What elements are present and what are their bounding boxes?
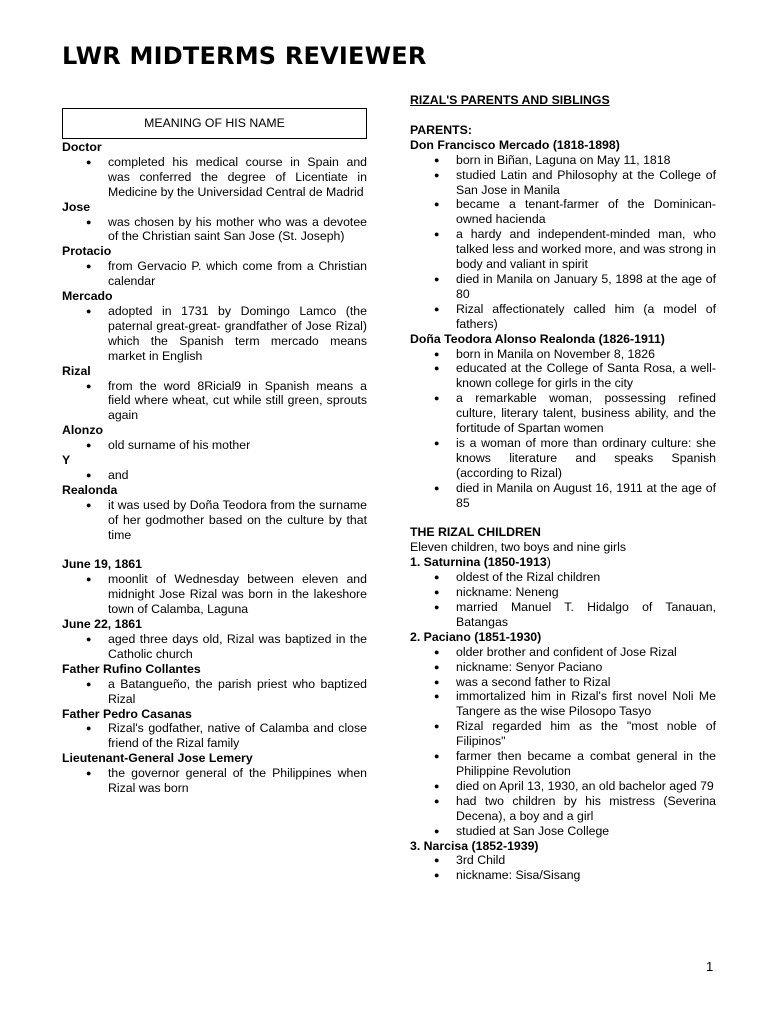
bullet-item: ● oldest of the Rizal children xyxy=(410,570,716,585)
child-term-label: 1. Saturnina (1850-1913 xyxy=(410,555,547,570)
bullet-item: ● a Batangueño, the parish priest who baptized Rizal xyxy=(62,677,367,707)
name-meaning-term-label: Y xyxy=(62,453,71,468)
page-title: LWR MIDTERMS REVIEWER xyxy=(62,42,427,70)
name-meaning-bullets xyxy=(62,215,367,245)
bullet-item: ● educated at the College of Santa Rosa, a well-known college for girls in the city xyxy=(410,361,716,391)
event-term xyxy=(62,707,367,722)
name-meaning-term-label: Jose xyxy=(62,199,91,214)
event-term xyxy=(62,662,367,677)
name-meaning-term xyxy=(62,244,367,259)
name-meaning-term xyxy=(62,483,367,498)
bullet-item: ● married Manuel T. Hidalgo of Tanauan, Batangas xyxy=(410,600,716,630)
children-heading: THE RIZAL CHILDREN xyxy=(410,525,541,540)
bullet-item: ● was a second father to Rizal xyxy=(410,675,716,690)
name-meanings-list xyxy=(62,140,367,542)
bullet-item: ● it was used by Doña Teodora from the surname of her godmother based on the culture by that time xyxy=(62,498,367,543)
child-bullets xyxy=(410,853,716,883)
name-meaning-bullets xyxy=(62,438,367,453)
bullet-item: ● aged three days old, Rizal was baptized in the Catholic church xyxy=(62,632,367,662)
event-term xyxy=(62,617,367,632)
bullet-item: ● Rizal regarded him as the "most noble of Filipinos" xyxy=(410,719,716,749)
name-meaning-term xyxy=(62,140,367,155)
name-meaning-term-label: Mercado xyxy=(62,289,113,304)
bullet-item: ● became a tenant-farmer of the Dominican-owned hacienda xyxy=(410,197,716,227)
bullet-item: ● a hardy and independent-minded man, who talked less and worked more, and was strong in body and valiant in spirit xyxy=(410,227,716,272)
bullet-item: ● from the word 8Ricial9 in Spanish means a field where wheat, cut while still green, sprouts again xyxy=(62,379,367,424)
event-term-label: Lieutenant-General Jose Lemery xyxy=(62,751,253,766)
parent-term-label: Doña Teodora Alonso Realonda (1826-1911) xyxy=(410,331,665,346)
name-meaning-bullets xyxy=(62,259,367,289)
name-meaning-term xyxy=(62,423,367,438)
event-bullets xyxy=(62,766,367,796)
bullet-item: ● farmer then became a combat general in the Philippine Revolution xyxy=(410,749,716,779)
parents-list xyxy=(410,138,716,511)
meaning-of-name-heading: MEANING OF HIS NAME xyxy=(62,108,367,139)
page-number: 1 xyxy=(706,959,714,974)
parents-label: PARENTS: xyxy=(410,122,472,137)
bullet-item: ● studied Latin and Philosophy at the College of San Jose in Manila xyxy=(410,168,716,198)
name-meaning-bullets xyxy=(62,155,367,200)
parent-bullets xyxy=(410,153,716,332)
bullet-item: ● born in Manila on November 8, 1826 xyxy=(410,347,716,362)
bullet-item: ● the governor general of the Philippines when Rizal was born xyxy=(62,766,367,796)
parents-siblings-heading: RIZAL'S PARENTS AND SIBLINGS xyxy=(410,93,610,107)
event-term-label: Father Rufino Collantes xyxy=(62,661,201,676)
name-meaning-term-label: Alonzo xyxy=(62,423,103,438)
bullet-item: ● Rizal's godfather, native of Calamba and close friend of the Rizal family xyxy=(62,721,367,751)
name-meaning-term xyxy=(62,200,367,215)
child-bullets xyxy=(410,645,716,839)
birth-events-list xyxy=(62,557,367,796)
name-meaning-term-label: Doctor xyxy=(62,140,102,154)
bullet-item: ● born in Biñan, Laguna on May 11, 1818 xyxy=(410,153,716,168)
name-meaning-term-label: Protacio xyxy=(62,244,112,259)
event-term-label: June 19, 1861 xyxy=(62,557,142,572)
bullet-item: ● moonlit of Wednesday between eleven and midnight Jose Rizal was born in the lakeshore town of Calamba, Laguna xyxy=(62,572,367,617)
child-bullets xyxy=(410,570,716,630)
parent-term xyxy=(410,138,716,153)
child-term-suffix: ) xyxy=(546,555,551,570)
name-meaning-bullets xyxy=(62,498,367,543)
parent-bullets xyxy=(410,347,716,511)
name-meaning-term xyxy=(62,289,367,304)
name-meaning-bullets xyxy=(62,468,367,483)
bullet-item: ● was chosen by his mother who was a devotee of the Christian saint San Jose (St. Joseph) xyxy=(62,215,367,245)
bullet-item: ● nickname: Senyor Paciano xyxy=(410,660,716,675)
event-bullets xyxy=(62,572,367,617)
bullet-item: ● immortalized him in Rizal's first novel Noli Me Tangere as the wise Pilosopo Tasyo xyxy=(410,689,716,719)
name-meaning-term-label: Realonda xyxy=(62,482,118,497)
bullet-item: ● adopted in 1731 by Domingo Lamco (the paternal great-great- grandfather of Jose Rizal) which the Spanish term mercado means market in English xyxy=(62,304,367,364)
name-meaning-bullets xyxy=(62,304,367,364)
bullet-item: ● from Gervacio P. which come from a Christian calendar xyxy=(62,259,367,289)
bullet-item: ● is a woman of more than ordinary culture: she knows literature and speaks Spanish (according to Rizal) xyxy=(410,436,716,481)
bullet-item: ● and xyxy=(62,468,367,483)
name-meaning-term xyxy=(62,364,367,379)
event-bullets xyxy=(62,721,367,751)
bullet-item: ● completed his medical course in Spain and was conferred the degree of Licentiate in Medicine by the Universidad Central de Madrid xyxy=(62,155,367,200)
event-term xyxy=(62,557,367,572)
bullet-item: ● had two children by his mistress (Severina Decena), a boy and a girl xyxy=(410,794,716,824)
parent-term-label: Don Francisco Mercado (1818-1898) xyxy=(410,137,620,152)
children-list xyxy=(410,555,716,883)
bullet-item: ● old surname of his mother xyxy=(62,438,367,453)
name-meaning-term-label: Rizal xyxy=(62,363,91,378)
child-term xyxy=(410,630,716,645)
bullet-item: ● older brother and confident of Jose Rizal xyxy=(410,645,716,660)
event-term-label: Father Pedro Casanas xyxy=(62,706,192,721)
name-meaning-bullets xyxy=(62,379,367,424)
left-column xyxy=(62,108,367,796)
event-bullets xyxy=(62,677,367,707)
bullet-item: ● studied at San Jose College xyxy=(410,824,716,839)
bullet-item: ● nickname: Sisa/Sisang xyxy=(410,868,716,883)
bullet-item: ● died in Manila on August 16, 1911 at the age of 85 xyxy=(410,481,716,511)
event-term xyxy=(62,751,367,766)
parent-term xyxy=(410,332,716,347)
bullet-item: ● died on April 13, 1930, an old bachelor aged 79 xyxy=(410,779,716,794)
bullet-item: ● nickname: Neneng xyxy=(410,585,716,600)
event-bullets xyxy=(62,632,367,662)
bullet-item: ● died in Manila on January 5, 1898 at the age of 80 xyxy=(410,272,716,302)
bullet-item: ● 3rd Child xyxy=(410,853,716,868)
right-column xyxy=(410,93,716,883)
child-term-label: 3. Narcisa (1852-1939) xyxy=(410,838,539,853)
children-intro: Eleven children, two boys and nine girls xyxy=(410,540,627,555)
child-term-label: 2. Paciano (1851-1930) xyxy=(410,629,542,644)
child-term xyxy=(410,839,716,854)
bullet-item: ● a remarkable woman, possessing refined culture, literary talent, business ability, and the fortitude of Spartan women xyxy=(410,391,716,436)
bullet-item: ● Rizal affectionately called him (a model of fathers) xyxy=(410,302,716,332)
name-meaning-term xyxy=(62,453,367,468)
event-term-label: June 22, 1861 xyxy=(62,617,142,632)
child-term xyxy=(410,555,716,570)
